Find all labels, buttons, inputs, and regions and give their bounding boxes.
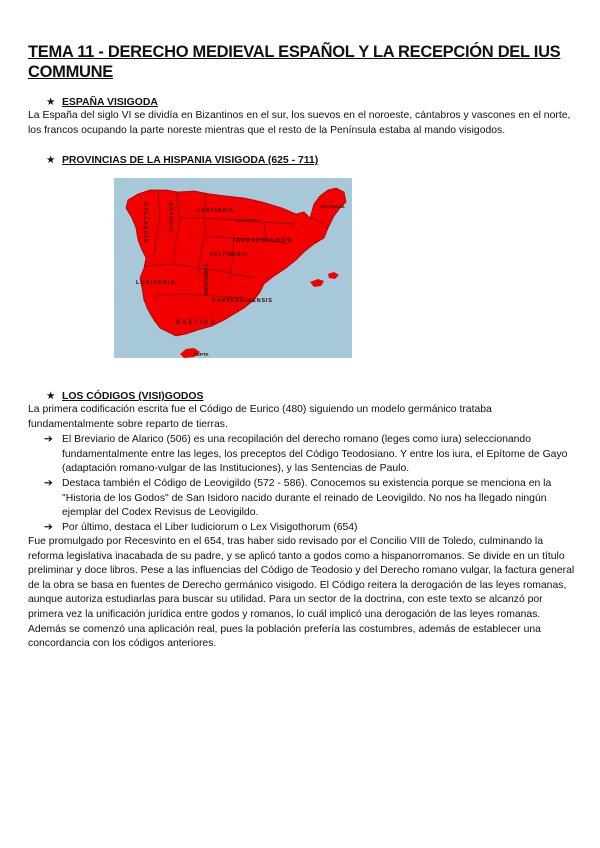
list-item-text: Por último, destaca el Liber Iudiciorum o Lex Visigothorum (654): [62, 522, 358, 533]
map-label-septimania: SEPTIMANIA: [320, 204, 345, 209]
map-label-cantabria: CANTABRIA: [197, 208, 234, 214]
star-bullet-icon: ★: [46, 97, 56, 108]
section-heading-codigos: [46, 390, 203, 404]
arrow-bullet-icon: ➔: [44, 522, 53, 533]
star-bullet-icon: ★: [46, 155, 56, 166]
list-item-text: El Breviario de Alarico (506) es una recopilación del derecho romano (leges como iura) seleccionando fundamentalmente entre las leges, los preceptos del Código Teodosiano. Y entre los iura, el Epítome de Gayo (adaptación romano-vulgar de las Instituciones), y las Sentencias de Paulo.: [62, 434, 568, 475]
map-label-tarraconensis: TARRACONENSIS: [232, 238, 293, 244]
page-title: TEMA 11 - DERECHO MEDIEVAL ESPAÑOL Y LA RECEPCIÓN DEL IUS COMMUNE: [28, 43, 561, 81]
star-bullet-icon: ★: [46, 391, 56, 402]
heading-label: PROVINCIAS DE LA HISPANIA VISIGODA (625 - 711): [62, 155, 319, 166]
map-label-septa: SEPTA: [194, 352, 209, 357]
section-heading-espana-visigoda: [46, 96, 158, 110]
map-label-celtiberia: CELTIBERIA: [210, 252, 248, 258]
map-label-carthaginensis: CARTHAGINENSIS: [212, 298, 273, 304]
hispania-visigoda-map: [114, 178, 352, 358]
arrow-bullet-icon: ➔: [44, 434, 53, 445]
heading-label: ESPAÑA VISIGODA: [62, 97, 158, 108]
map-label-baetica: BAETICA: [176, 320, 217, 326]
map-label-carpetania: CARPETANIA: [202, 264, 208, 297]
heading-label: LOS CÓDIGOS (VISI)GODOS: [62, 391, 204, 402]
map-label-vasconia: VASCONIA: [236, 218, 260, 223]
paragraph-liber-iudiciorum: Fue promulgado por Recesvinto en el 654, tras haber sido revisado por el Concilio VIII de Toledo, culminando la reforma legislativa inacabada de su padre, y se aplicó tanto a godos como a hispanorromanos. Se divide en un título preliminar y doce libros. Pese a las influencias del Código de Teodosio y del Derecho romano vulgar, la factura general de la obra se basa en fuentes de Derecho germánico visigodo. El Código reitera la derogación de las leyes romanas, aunque autoriza estudiarlas para buscar su utilidad. Para un sector de la doctrina, con este texto se alcanzó por primera vez la unificación jurídica entre godos y romanos, lo cuál implicó una derogación de las leyes romanas. Además se comenzó una aplicación real, pues la población prefería las costumbres, además de establecer una concordancia con los códigos anteriores.: [28, 536, 575, 650]
map-label-gallaecia: GALLAECIA: [142, 202, 148, 244]
arrow-bullet-icon: ➔: [44, 478, 53, 489]
paragraph-espana-visigoda: La España del siglo VI se dividía en Bizantinos en el sur, los suevos en el noroeste, cántabros y vascones en el norte, los francos ocupando la parte noreste mientras que el resto de la Península estaba al mando visigodos.: [28, 110, 571, 136]
map-label-lusitania: LUSITANIA: [136, 280, 176, 286]
section-heading-provincias: [46, 154, 318, 168]
map-svg: [114, 178, 352, 358]
paragraph-codigos-intro: La primera codificación escrita fue el Código de Eurico (480) siguiendo un modelo germánico trataba fundamentalmente sobre reparto de tierras.: [28, 404, 492, 430]
map-label-asturia: ASTURIA: [167, 202, 173, 234]
list-item-text: Destaca también el Código de Leovigildo (572 - 586). Conocemos su existencia porque se menciona en la "Historia de los Godos" de San Isidoro nacido durante el reinado de Leovigildo. No nos ha llegado ningún ejemplar del Codex Revisus de Leovigildo.: [62, 478, 552, 519]
